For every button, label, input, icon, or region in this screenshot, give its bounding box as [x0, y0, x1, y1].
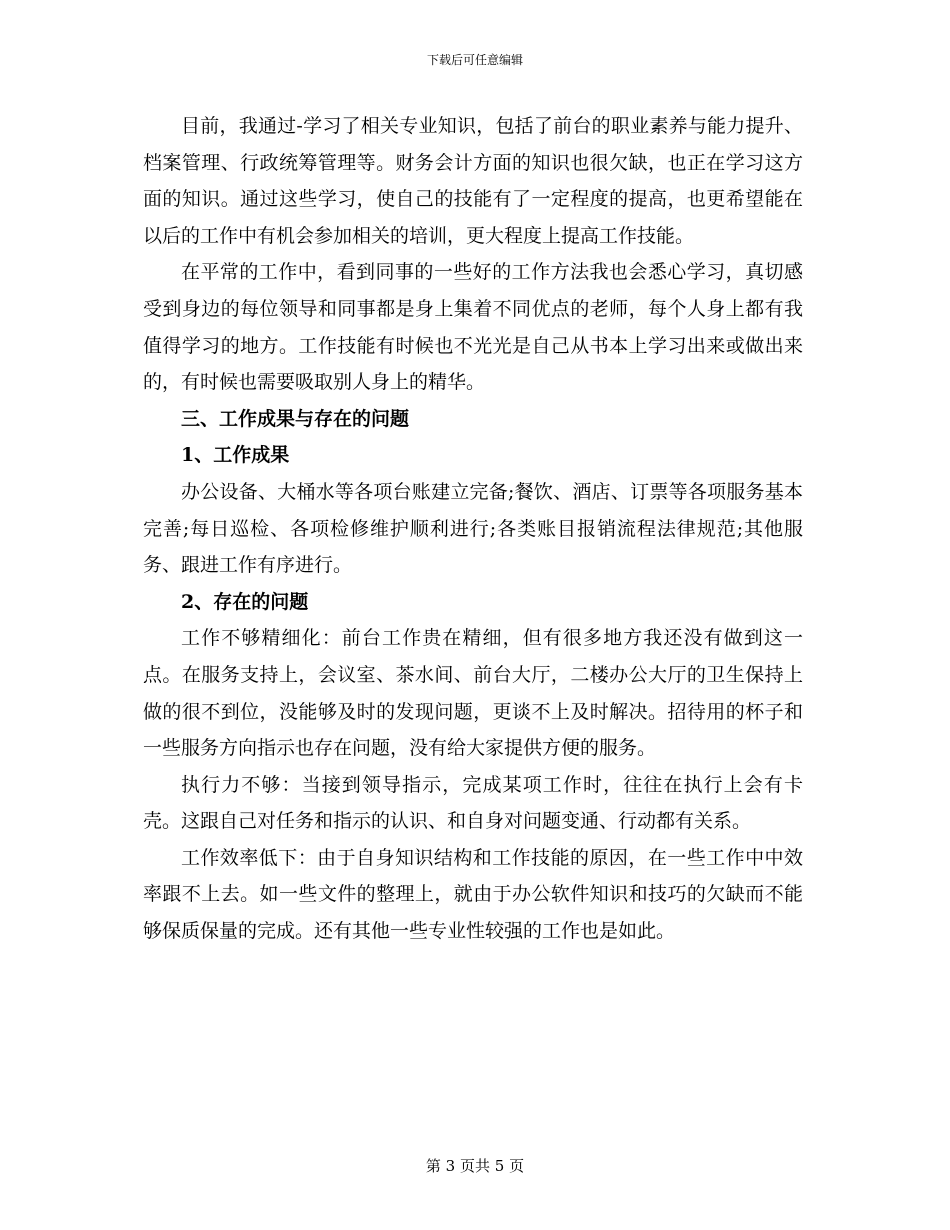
page-header: 下载后可任意编辑 [426, 53, 523, 67]
paragraph-learning-from-colleagues: 在平常的工作中，看到同事的一些好的工作方法我也会悉心学习，真切感受到身边的每位领导和同事都是身上集着不同优点的老师，每个人身上都有我值得学习的地方。工作技能有时候也不光光是自己从书本上学习出来或做出来的，有时候也需要吸取别人身上的精华。 [143, 261, 803, 394]
subheading-existing-problems: 2、存在的问题 [181, 590, 309, 613]
section-heading-results-and-problems: 三、工作成果与存在的问题 [181, 407, 410, 430]
paragraph-efficiency: 工作效率低下：由于自身知识结构和工作技能的原因，在一些工作中中效率跟不上去。如一些文件的整理上，就由于办公软件知识和技巧的欠缺而不能够保质保量的完成。还有其他一些专业性较强的工作也是如此。 [143, 846, 803, 943]
paragraph-work-results: 办公设备、大桶水等各项台账建立完备;餐饮、酒店、订票等各项服务基本完善;每日巡检、各项检修维护顺利进行;各类账目报销流程法律规范;其他服务、跟进工作有序进行。 [143, 480, 803, 577]
document-body [143, 108, 803, 950]
paragraph-not-refined: 工作不够精细化：前台工作贵在精细，但有很多地方我还没有做到这一点。在服务支持上，会议室、茶水间、前台大厅，二楼办公大厅的卫生保持上做的很不到位，没能够及时的发现问题，更谈不上及时解决。招待用的杯子和一些服务方向指示也存在问题，没有给大家提供方便的服务。 [143, 627, 803, 760]
page-number: 第 3 页共 5 页 [425, 1157, 525, 1175]
subheading-work-results: 1、工作成果 [181, 444, 290, 467]
paragraph-study: 目前，我通过-学习了相关专业知识，包括了前台的职业素养与能力提升、档案管理、行政统筹管理等。财务会计方面的知识也很欠缺，也正在学习这方面的知识。通过这些学习，使自己的技能有了一定程度的提高，也更希望能在以后的工作中有机会参加相关的培训，更大程度上提高工作技能。 [143, 115, 803, 247]
paragraph-execution: 执行力不够：当接到领导指示，完成某项工作时，往往在执行上会有卡壳。这跟自己对任务和指示的认识、和自身对问题变通、行动都有关系。 [143, 773, 803, 833]
